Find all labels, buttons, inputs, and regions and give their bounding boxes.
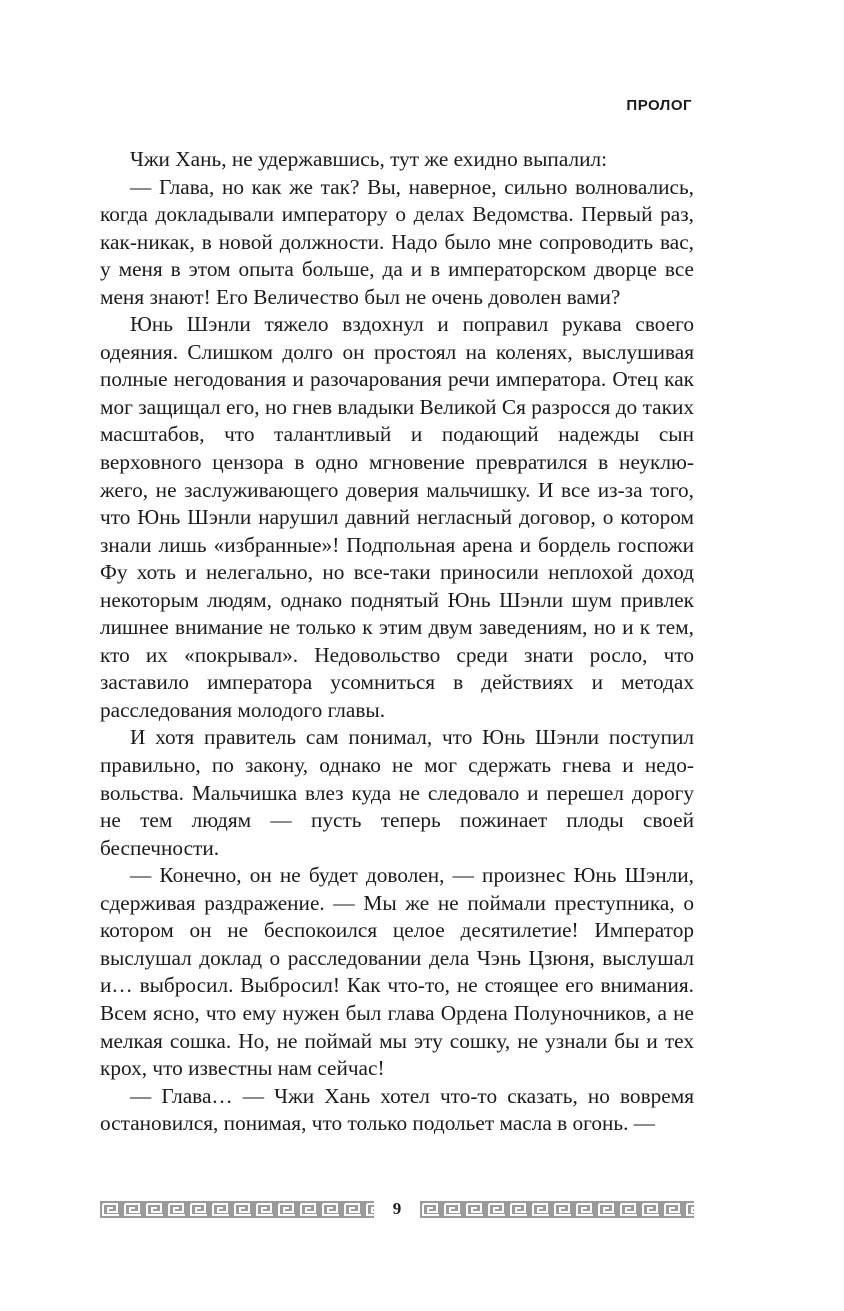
running-title: ПРОЛОГ — [626, 97, 692, 114]
paragraph: — Глава, но как же так? Вы, наверное, сильно волновались, когда докладывали императору о делах Ведомства. Первый раз, как-никак, в новой должности. Надо было мне сопроводить вас, у меня в этом опыта больше, да и в императорском дворце все меня знают! Его Величество был не очень доволен вами? — [100, 174, 694, 309]
paragraph: И хотя правитель сам понимал, что Юнь Шэнли поступил правильно, по закону, однако не мог сдержать гнева и недовольства. Мальчишка влез куда не следовало и перешел дорогу не тем людям — пусть теперь пожинает плоды своей беспечности. — [100, 725, 694, 860]
paragraph: — Конечно, он не будет доволен, — произнес Юнь Шэнли, сдерживая раздражение. — Мы же не поймали преступника, о котором он не беспокоился целое десятилетие! Император выслушал доклад о расследовании дела Чэнь Цзюня, выслушал и… выбросил. Выбросил! Как что-то, не стоящее его внимания. Всем ясно, что ему нужен был глава Ордена Полуночников, а не мелкая сошка. Но, не поймай мы эту сошку, не узнали бы и тех крох, что известны нам сейчас! — [100, 863, 694, 1081]
greek-key-ornament-icon — [420, 1201, 694, 1218]
body-text — [100, 146, 694, 1138]
page-footer — [100, 1196, 694, 1222]
paragraph: Юнь Шэнли тяжело вздохнул и поправил рукава своего одеяния. Слишком долго он простоял на коленях, выслушивая полные негодования и разочарования речи императора. Отец как мог защищал его, но гнев владыки Великой Ся разросся до таких масштабов, что талантливый и подающий надежды сын верховного цензора в одно мгновение превратился в неуклюжего, не заслуживающего доверия мальчишку. И все из-за того, что Юнь Шэнли нарушил давний негласный договор, о котором знали лишь «избранные»! Подпольная арена и бордель госпожи Фу хоть и нелегально, но все-таки приносили неплохой доход некоторым людям, однако поднятый Юнь Шэнли шум привлек лишнее внимание не только к этим двум заведениям, но и к тем, кто их «покрывал». Недовольство среди знати росло, что заставило императора усомниться в действиях и методах расследования молодого главы. — [100, 312, 694, 722]
page-number: 9 — [392, 1199, 402, 1218]
paragraph: Чжи Хань, не удержавшись, тут же ехидно выпалил: — [130, 147, 608, 171]
paragraph: — Глава… — Чжи Хань хотел что-то сказать, но вовремя остановился, понимая, что только подольет масла в огонь. — — [100, 1083, 694, 1136]
